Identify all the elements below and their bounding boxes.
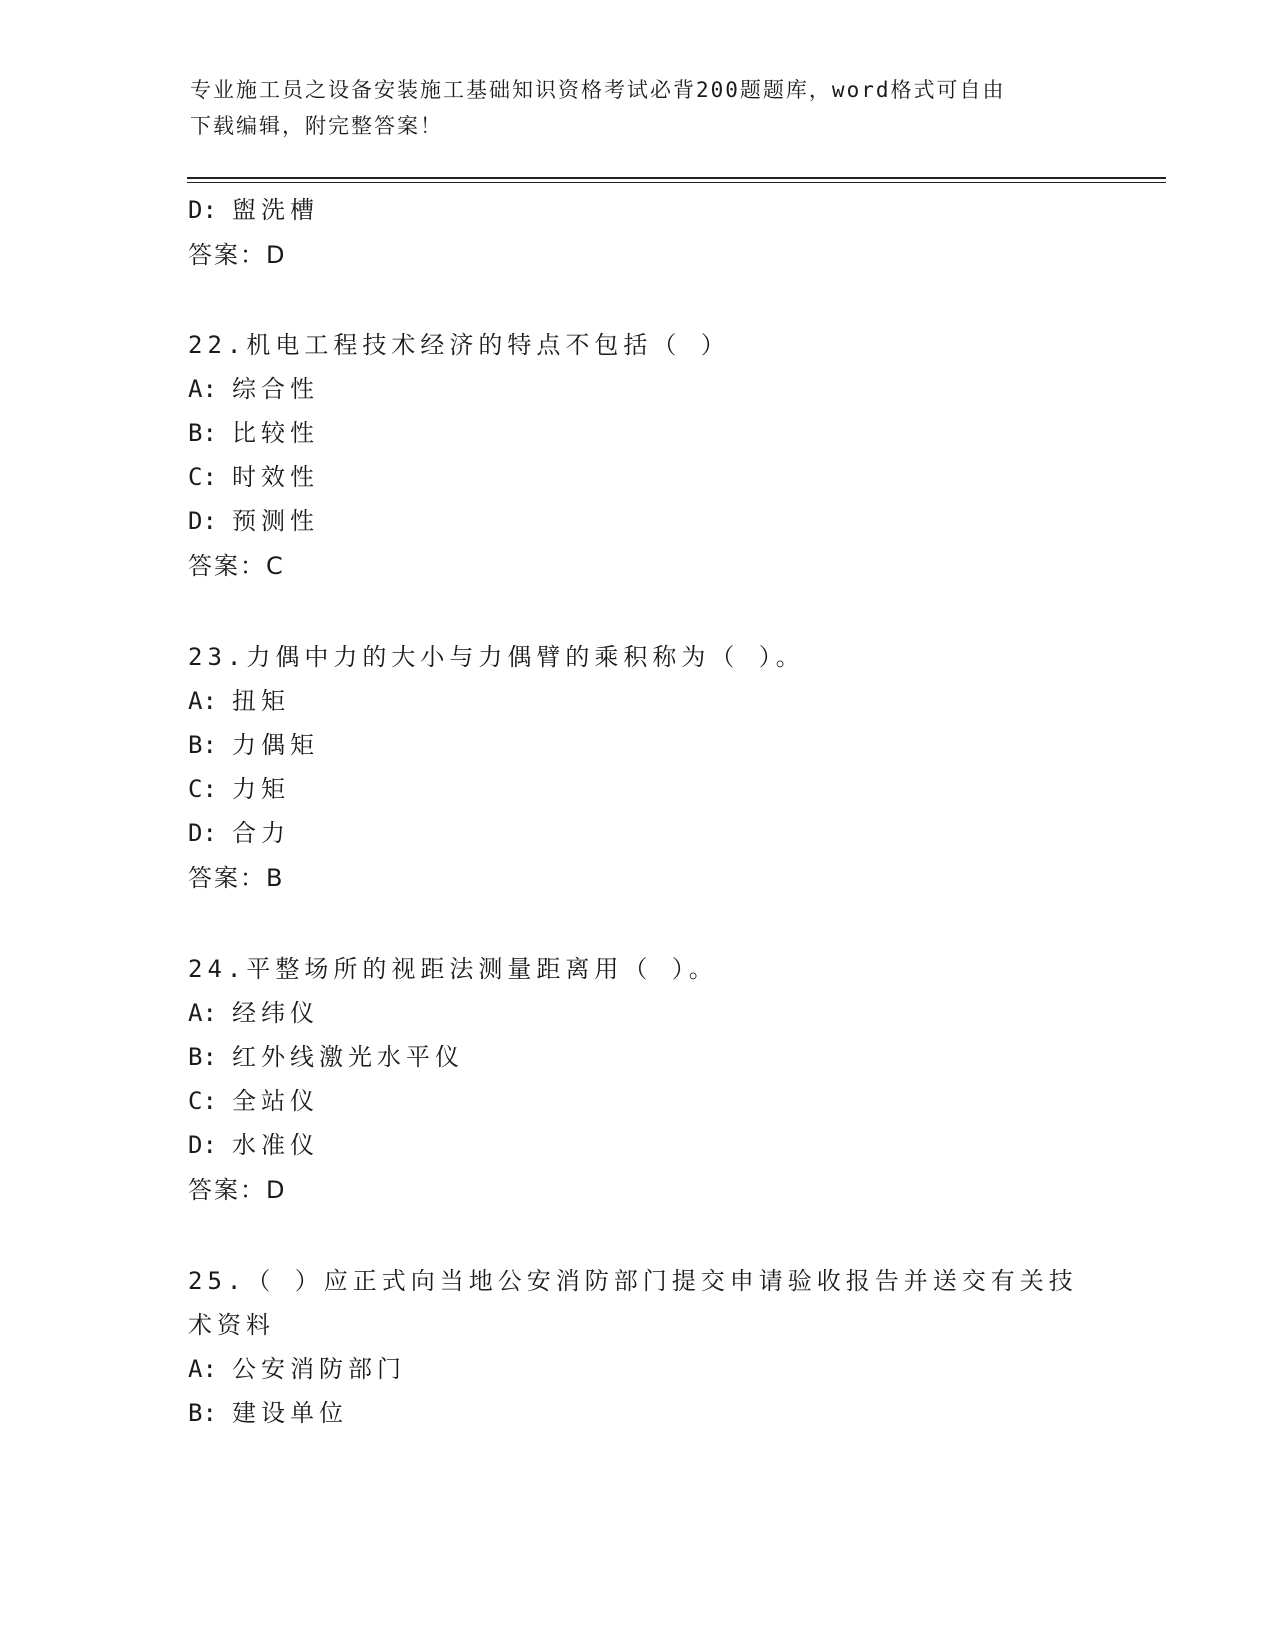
answer-label: 答案： xyxy=(188,864,266,892)
option-text: 综合性 xyxy=(232,375,319,403)
option-text: 力偶矩 xyxy=(232,731,319,759)
prev-option-d xyxy=(188,195,319,225)
option-text: 盥洗槽 xyxy=(232,196,319,224)
header-rule-thick xyxy=(187,177,1166,179)
option-text: 扭矩 xyxy=(232,687,290,715)
option-letter: A: xyxy=(188,375,217,403)
option-text: 水准仪 xyxy=(232,1131,319,1159)
question-24-stem: 24.平整场所的视距法测量距离用（ ）。 xyxy=(188,955,718,983)
option-text: 经纬仪 xyxy=(232,999,319,1027)
question-22-answer xyxy=(188,551,283,581)
option-text: 时效性 xyxy=(232,463,319,491)
answer-value: D xyxy=(266,241,285,269)
option-text: 红外线激光水平仪 xyxy=(232,1043,464,1071)
question-24-option-c xyxy=(188,1086,319,1116)
answer-label: 答案： xyxy=(188,241,266,269)
question-23-option-c xyxy=(188,774,290,804)
option-text: 全站仪 xyxy=(232,1087,319,1115)
option-letter: A: xyxy=(188,687,217,715)
question-23-option-b xyxy=(188,730,319,760)
question-24-option-a xyxy=(188,998,319,1028)
header-rule-thin xyxy=(187,182,1166,183)
option-letter: C: xyxy=(188,463,217,491)
option-letter: C: xyxy=(188,775,217,803)
option-text: 公安消防部门 xyxy=(232,1355,406,1383)
answer-label: 答案： xyxy=(188,552,266,580)
document-header xyxy=(190,72,1090,144)
answer-value: C xyxy=(266,552,283,580)
option-letter: B: xyxy=(188,1043,217,1071)
option-letter: D: xyxy=(188,1131,217,1159)
question-22-option-b xyxy=(188,418,319,448)
prev-answer xyxy=(188,240,284,270)
option-letter: D: xyxy=(188,196,217,224)
option-letter: B: xyxy=(188,1399,217,1427)
answer-value: D xyxy=(266,1176,285,1204)
question-22-option-c xyxy=(188,462,319,492)
question-24-answer xyxy=(188,1175,284,1205)
question-25-option-b xyxy=(188,1398,348,1428)
option-text: 合力 xyxy=(232,819,290,847)
option-text: 建设单位 xyxy=(232,1399,348,1427)
option-text: 力矩 xyxy=(232,775,290,803)
option-letter: B: xyxy=(188,419,217,447)
option-text: 预测性 xyxy=(232,507,319,535)
option-letter: A: xyxy=(188,999,217,1027)
option-letter: D: xyxy=(188,507,217,535)
question-23-stem: 23.力偶中力的大小与力偶臂的乘积称为（ ）。 xyxy=(188,643,805,671)
question-23-option-d xyxy=(188,818,290,848)
question-25-stem-line-2: 术资料 xyxy=(188,1311,275,1339)
option-letter: C: xyxy=(188,1087,217,1115)
header-line-1: 专业施工员之设备安装施工基础知识资格考试必背200题题库，word格式可自由 xyxy=(190,78,1006,102)
header-line-2: 下载编辑，附完整答案！ xyxy=(190,114,443,138)
option-text: 比较性 xyxy=(232,419,319,447)
question-25-option-a xyxy=(188,1354,406,1384)
option-letter: A: xyxy=(188,1355,217,1383)
question-23-answer xyxy=(188,863,282,893)
answer-value: B xyxy=(266,864,283,892)
question-22-stem: 22.机电工程技术经济的特点不包括（ ） xyxy=(188,331,730,359)
question-24-option-b xyxy=(188,1042,464,1072)
question-23-option-a xyxy=(188,686,290,716)
question-25-stem-line-1: 25.（ ）应正式向当地公安消防部门提交申请验收报告并送交有关技 xyxy=(188,1267,1078,1295)
question-22-option-d xyxy=(188,506,319,536)
option-letter: B: xyxy=(188,731,217,759)
question-22-option-a xyxy=(188,374,319,404)
question-24-option-d xyxy=(188,1130,319,1160)
answer-label: 答案： xyxy=(188,1176,266,1204)
option-letter: D: xyxy=(188,819,217,847)
